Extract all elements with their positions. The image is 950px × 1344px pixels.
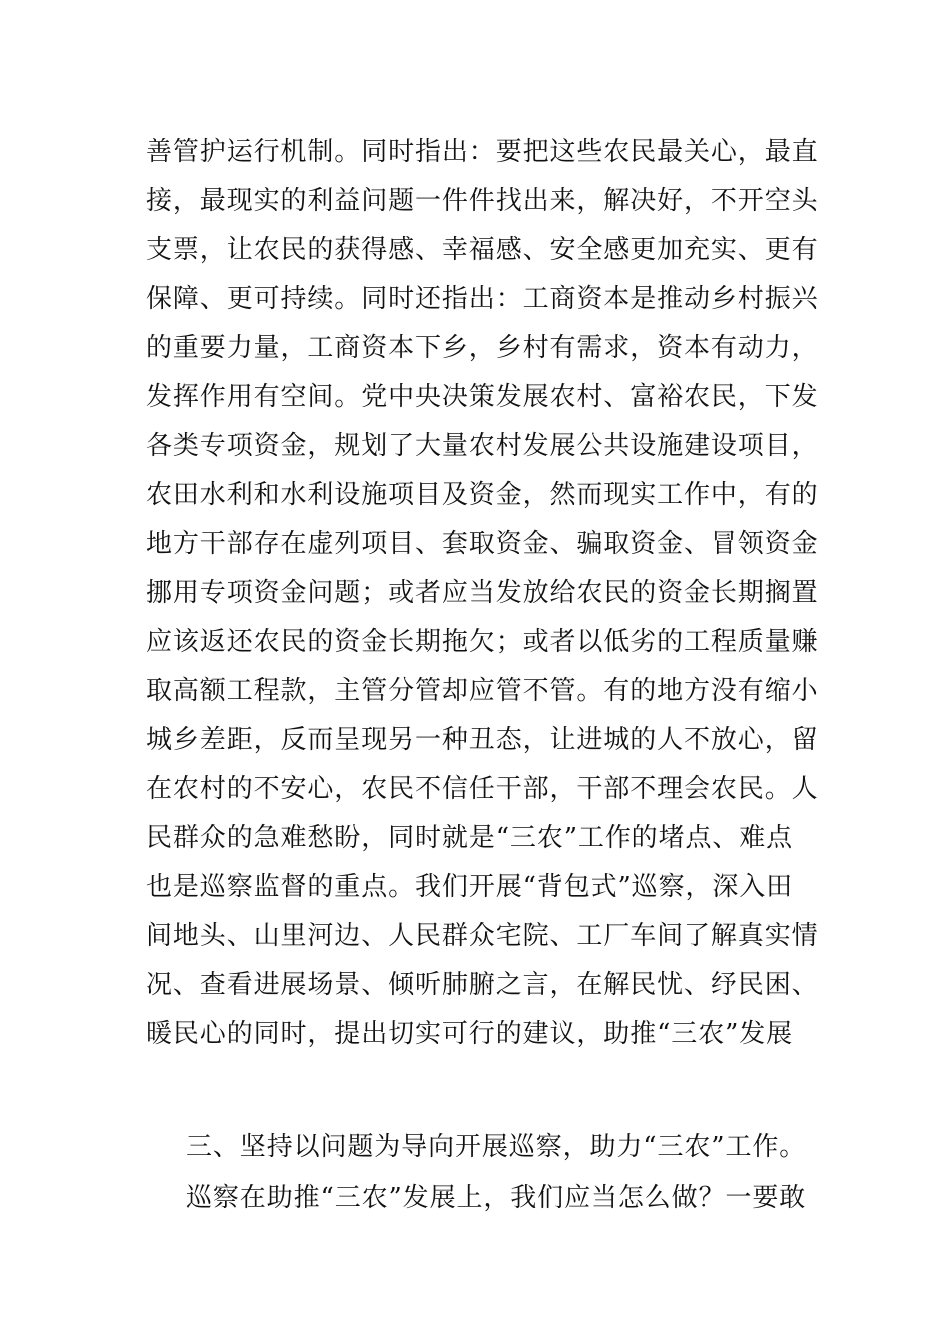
paragraph-line: 取高额工程款，主管分管却应管不管。有的地方没有缩小: [146, 676, 819, 706]
paragraph-line: 挪用专项资金问题；或者应当发放给农民的资金长期搁置: [146, 578, 819, 608]
paragraph-line: 善管护运行机制。同时指出：要把这些农民最关心，最直: [146, 137, 819, 167]
paragraph-line: 支票，让农民的获得感、幸福感、安全感更加充实、更有: [146, 235, 819, 265]
paragraph-line: 接，最现实的利益问题一件件找出来，解决好，不开空头: [146, 186, 819, 216]
paragraph-line: 的重要力量，工商资本下乡，乡村有需求，资本有动力，: [146, 333, 819, 363]
paragraph-line: 保障、更可持续。同时还指出：工商资本是推动乡村振兴: [146, 284, 819, 314]
paragraph-line: 应该返还农民的资金长期拖欠；或者以低劣的工程质量赚: [146, 627, 819, 657]
paragraph-line: 巡察在助推“三农”发展上，我们应当怎么做？一要敢: [186, 1183, 807, 1213]
paragraph-line: 在农村的不安心，农民不信任干部，干部不理会农民。人: [146, 774, 819, 804]
paragraph-line: 民群众的急难愁盼，同时就是“三农”工作的堵点、难点: [146, 823, 794, 853]
section-heading: 三、坚持以问题为导向开展巡察，助力“三农”工作。: [186, 1132, 807, 1162]
paragraph-line: 各类专项资金，规划了大量农村发展公共设施建设项目，: [146, 431, 819, 461]
paragraph-line: 发挥作用有空间。党中央决策发展农村、富裕农民，下发: [146, 382, 819, 412]
paragraph-line: 暖民心的同时，提出切实可行的建议，助推“三农”发展: [146, 1019, 794, 1049]
paragraph-line: 地方干部存在虚列项目、套取资金、骗取资金、冒领资金: [146, 529, 819, 559]
paragraph-line: 况、查看进展场景、倾听肺腑之言，在解民忧、纾民困、: [146, 970, 819, 1000]
paragraph-line: 农田水利和水利设施项目及资金，然而现实工作中，有的: [146, 480, 819, 510]
paragraph-line: 也是巡察监督的重点。我们开展“背包式”巡察，深入田: [146, 872, 794, 902]
paragraph-line: 间地头、山里河边、人民群众宅院、工厂车间了解真实情: [146, 921, 819, 951]
paragraph-line: 城乡差距，反而呈现另一种丑态，让进城的人不放心，留: [146, 725, 819, 755]
